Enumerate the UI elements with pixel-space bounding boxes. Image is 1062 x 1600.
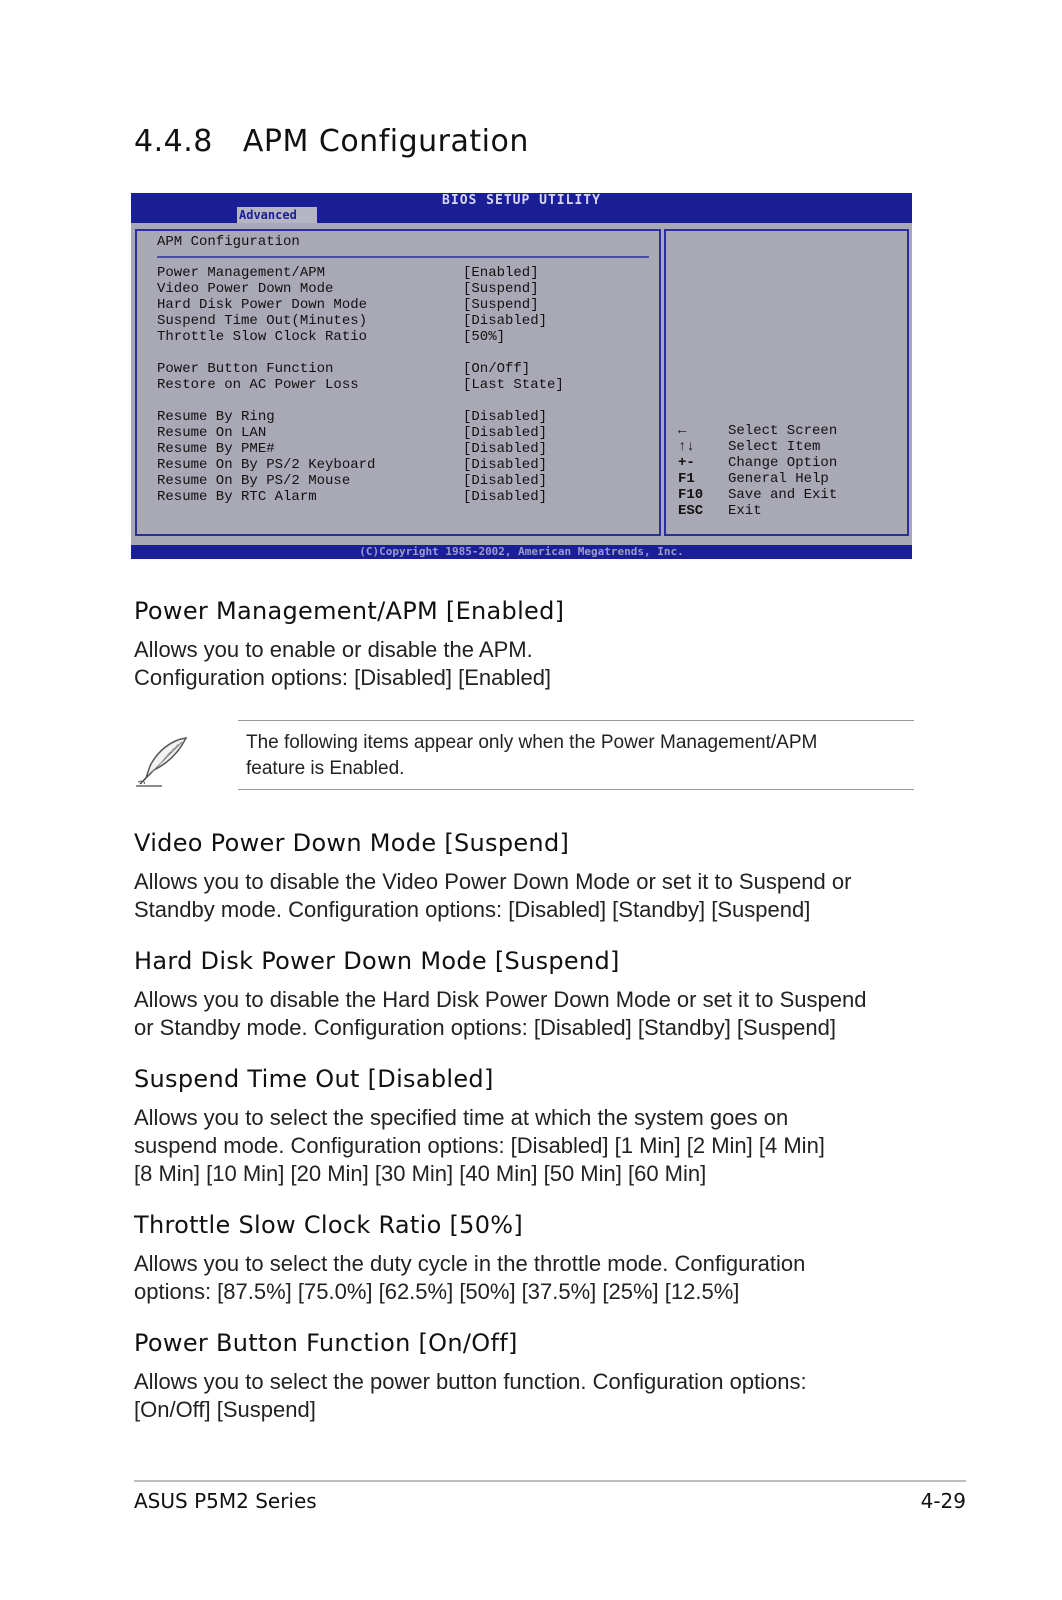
description-line: Standby mode. Configuration options: [Disabled] [Standby] [Suspend] xyxy=(134,897,811,922)
bios-setting-label: Throttle Slow Clock Ratio xyxy=(157,329,368,345)
bios-setting-label: Resume On LAN xyxy=(157,425,267,441)
bios-setting-label: Resume By Ring xyxy=(157,409,275,425)
bios-setting-row[interactable] xyxy=(157,425,657,441)
item-description xyxy=(134,868,924,924)
bios-settings-panel xyxy=(135,229,661,536)
description-line: suspend mode. Configuration options: [Disabled] [1 Min] [2 Min] [4 Min] xyxy=(134,1133,825,1158)
item-heading-video-power-down: Video Power Down Mode [Suspend] xyxy=(134,829,570,857)
bios-setting-row[interactable] xyxy=(157,409,657,425)
description-line: or Standby mode. Configuration options: [Disabled] [Standby] [Suspend] xyxy=(134,1015,836,1040)
help-row xyxy=(678,439,898,455)
item-heading-throttle-slow-clock: Throttle Slow Clock Ratio [50%] xyxy=(134,1211,524,1239)
bios-setting-label: Power Button Function xyxy=(157,361,334,377)
section-number: 4.4.8 xyxy=(134,124,213,159)
bios-setting-value[interactable]: [Disabled] xyxy=(463,441,548,457)
item-description xyxy=(134,1368,924,1424)
note-bottom-rule xyxy=(238,789,914,790)
description-line: Allows you to select the power button function. Configuration options: xyxy=(134,1369,807,1394)
item-description xyxy=(134,986,924,1042)
bios-setting-row[interactable] xyxy=(157,297,657,313)
help-desc: General Help xyxy=(728,471,829,487)
bios-copyright: (C)Copyright 1985-2002, American Megatrends, Inc. xyxy=(131,545,912,559)
item-heading-power-management: Power Management/APM [Enabled] xyxy=(134,597,565,625)
footer-product-name: ASUS P5M2 Series xyxy=(134,1489,317,1513)
bios-setting-value[interactable]: [Disabled] xyxy=(463,409,548,425)
footer-rule xyxy=(134,1480,966,1482)
help-row xyxy=(678,471,898,487)
help-key: ESC xyxy=(678,503,704,519)
bios-setting-row[interactable] xyxy=(157,313,657,329)
bios-setting-value[interactable]: [Disabled] xyxy=(463,425,548,441)
description-line: [On/Off] [Suspend] xyxy=(134,1397,316,1422)
bios-setting-row[interactable] xyxy=(157,281,657,297)
bios-setting-label: Hard Disk Power Down Mode xyxy=(157,297,368,313)
note-line: feature is Enabled. xyxy=(246,758,405,779)
bios-setting-row[interactable] xyxy=(157,473,657,489)
bios-setting-row[interactable] xyxy=(157,265,657,281)
help-row xyxy=(678,455,898,471)
bios-setting-row[interactable] xyxy=(157,441,657,457)
help-desc: Save and Exit xyxy=(728,487,838,503)
bios-setting-value[interactable]: [Enabled] xyxy=(463,265,539,281)
description-line: Allows you to select the specified time at which the system goes on xyxy=(134,1105,789,1130)
bios-setting-label: Restore on AC Power Loss xyxy=(157,377,359,393)
bios-setting-label: Resume On By PS/2 Keyboard xyxy=(157,457,376,473)
bios-setting-value[interactable]: [On/Off] xyxy=(463,361,531,377)
bios-setting-row[interactable] xyxy=(157,457,657,473)
help-row xyxy=(678,423,898,439)
bios-setting-label: Video Power Down Mode xyxy=(157,281,334,297)
description-line: [8 Min] [10 Min] [20 Min] [30 Min] [40 Min] [50 Min] [60 Min] xyxy=(134,1161,707,1186)
section-title xyxy=(134,124,529,159)
bios-setting-value[interactable]: [Last State] xyxy=(463,377,564,393)
description-line: Configuration options: [Disabled] [Enabled] xyxy=(134,665,552,690)
bios-panel-title: APM Configuration xyxy=(157,234,300,250)
bios-setting-label: Resume By RTC Alarm xyxy=(157,489,317,505)
bios-setting-value[interactable]: [Suspend] xyxy=(463,297,539,313)
help-key: F10 xyxy=(678,487,704,503)
note-line: The following items appear only when the Power Management/APM xyxy=(246,732,818,753)
help-desc: Exit xyxy=(728,503,762,519)
bios-title: BIOS SETUP UTILITY xyxy=(442,193,601,208)
bios-tab-advanced[interactable]: Advanced xyxy=(237,207,317,223)
section-title-text: APM Configuration xyxy=(242,124,529,159)
bios-setting-value[interactable]: [Disabled] xyxy=(463,489,548,505)
bios-help-panel xyxy=(664,229,909,536)
description-line: Allows you to enable or disable the APM. xyxy=(134,637,533,662)
item-description xyxy=(134,636,924,692)
bios-screenshot xyxy=(131,193,912,559)
bios-setting-value[interactable]: [50%] xyxy=(463,329,506,345)
page-number: 4-29 xyxy=(920,1489,966,1513)
bios-setting-label: Suspend Time Out(Minutes) xyxy=(157,313,368,329)
description-line: Allows you to select the duty cycle in the throttle mode. Configuration xyxy=(134,1251,806,1276)
bios-setting-value[interactable]: [Disabled] xyxy=(463,457,548,473)
description-line: Allows you to disable the Video Power Down Mode or set it to Suspend or xyxy=(134,869,852,894)
item-heading-power-button-function: Power Button Function [On/Off] xyxy=(134,1329,518,1357)
help-desc: Select Screen xyxy=(728,423,838,439)
bios-setting-label: Resume On By PS/2 Mouse xyxy=(157,473,351,489)
bios-setting-value[interactable]: [Suspend] xyxy=(463,281,539,297)
bios-setting-label: Resume By PME# xyxy=(157,441,275,457)
item-heading-suspend-time-out: Suspend Time Out [Disabled] xyxy=(134,1065,494,1093)
help-desc: Change Option xyxy=(728,455,838,471)
arrow-left-icon: ← xyxy=(678,423,687,439)
bios-header xyxy=(131,193,912,223)
item-heading-hard-disk-power-down: Hard Disk Power Down Mode [Suspend] xyxy=(134,947,620,975)
description-line: options: [87.5%] [75.0%] [62.5%] [50%] [37.5%] [25%] [12.5%] xyxy=(134,1279,740,1304)
bios-setting-row[interactable] xyxy=(157,329,657,345)
bios-setting-row[interactable] xyxy=(157,489,657,505)
item-description xyxy=(134,1104,924,1188)
description-line: Allows you to disable the Hard Disk Power Down Mode or set it to Suspend xyxy=(134,987,867,1012)
help-key: +- xyxy=(678,455,695,471)
help-key: F1 xyxy=(678,471,695,487)
note-text xyxy=(246,730,906,782)
help-row xyxy=(678,503,898,519)
bios-setting-row[interactable] xyxy=(157,361,657,377)
bios-divider xyxy=(157,256,649,258)
bios-setting-label: Power Management/APM xyxy=(157,265,326,281)
help-row xyxy=(678,487,898,503)
arrow-up-down-icon: ↑↓ xyxy=(678,439,695,455)
feather-pen-icon xyxy=(132,732,192,788)
bios-setting-value[interactable]: [Disabled] xyxy=(463,473,548,489)
bios-setting-value[interactable]: [Disabled] xyxy=(463,313,548,329)
item-description xyxy=(134,1250,924,1306)
bios-setting-row[interactable] xyxy=(157,377,657,393)
note-top-rule xyxy=(238,720,914,721)
help-desc: Select Item xyxy=(728,439,821,455)
